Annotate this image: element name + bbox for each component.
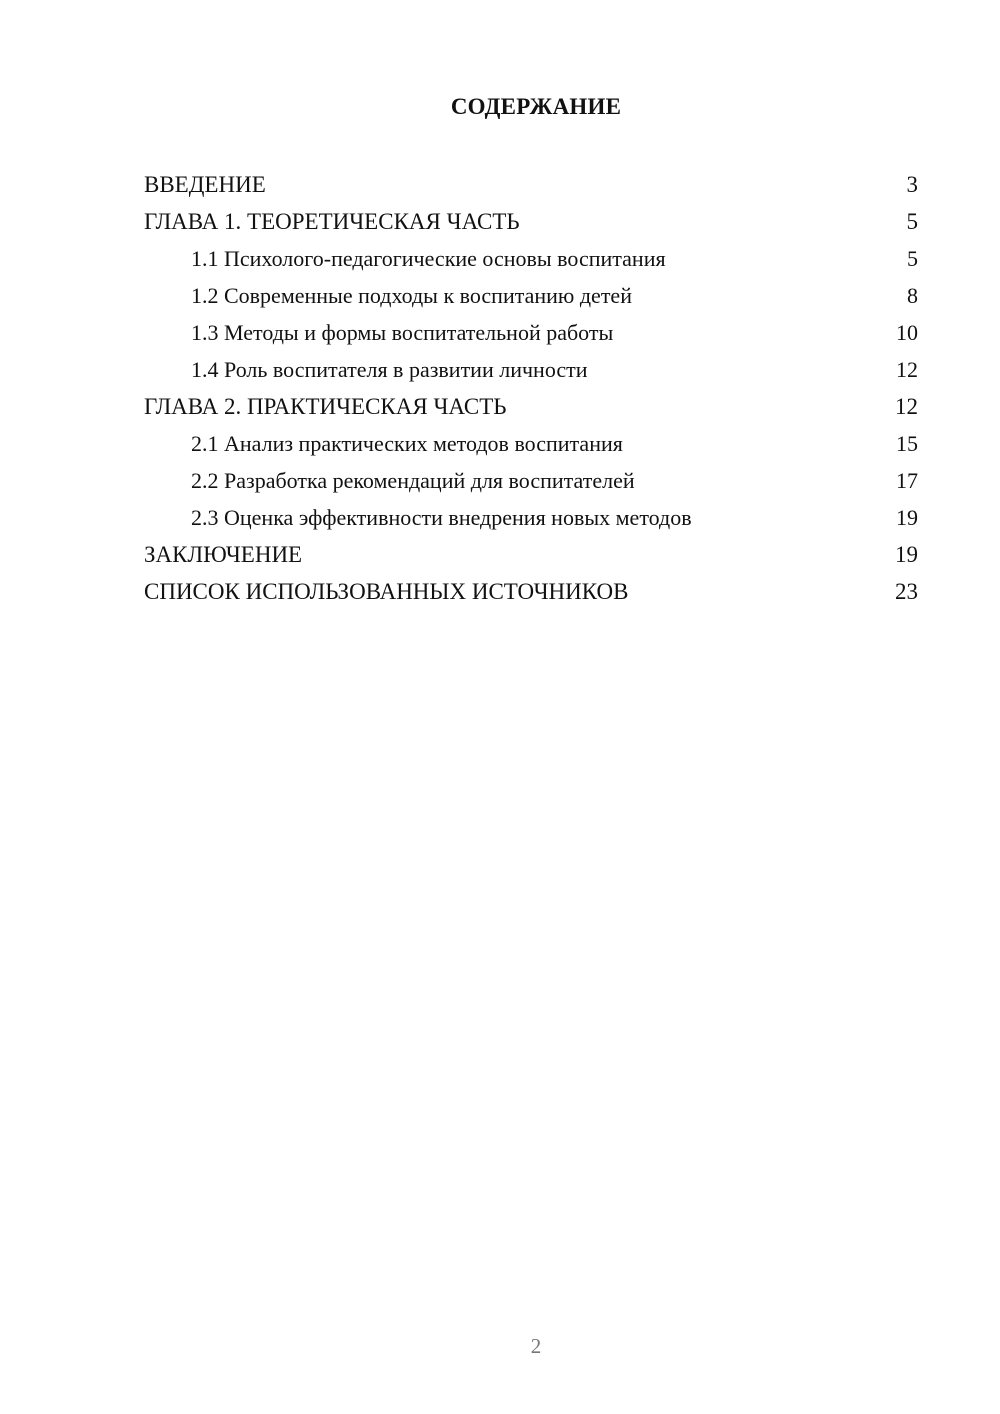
toc-entry-label: 1.4 Роль воспитателя в развитии личности — [191, 357, 588, 382]
toc-entry-conclusion[interactable] — [144, 536, 918, 573]
toc-title: СОДЕРЖАНИЕ — [450, 94, 622, 119]
toc-entry-label: ГЛАВА 1. ТЕОРЕТИЧЕСКАЯ ЧАСТЬ — [144, 209, 520, 234]
toc-entry-label: 2.1 Анализ практических методов воспитания — [191, 431, 623, 456]
toc-entry-chapter-1[interactable] — [144, 203, 918, 240]
toc-entry-page-number: 12 — [895, 394, 918, 419]
toc-entry-page-number: 3 — [906, 172, 918, 197]
toc-entry-section-2-3[interactable] — [144, 499, 918, 536]
toc-entry-page-number: 15 — [896, 431, 918, 456]
toc-entry-chapter-2[interactable] — [144, 388, 918, 425]
toc-entry-page-number: 8 — [907, 283, 918, 308]
toc-entry-page-number: 5 — [906, 209, 918, 234]
toc-entry-label: 1.1 Психолого-педагогические основы воспитания — [191, 246, 666, 271]
toc-entry-section-1-3[interactable] — [144, 314, 918, 351]
toc-entry-label: ГЛАВА 2. ПРАКТИЧЕСКАЯ ЧАСТЬ — [144, 394, 507, 419]
toc-entry-page-number: 12 — [896, 357, 918, 382]
toc-entry-page-number: 23 — [895, 579, 918, 604]
toc-entry-section-1-4[interactable] — [144, 351, 918, 388]
toc-entry-section-1-1[interactable] — [144, 240, 918, 277]
toc-entry-label: ЗАКЛЮЧЕНИЕ — [144, 542, 303, 567]
toc-entry-section-2-2[interactable] — [144, 462, 918, 499]
toc-entry-label: 2.3 Оценка эффективности внедрения новых методов — [191, 505, 692, 530]
toc-entry-section-2-1[interactable] — [144, 425, 918, 462]
toc-entry-section-1-2[interactable] — [144, 277, 918, 314]
toc-entry-page-number: 5 — [907, 246, 918, 271]
toc-entry-page-number: 19 — [895, 542, 918, 567]
table-of-contents — [144, 166, 918, 610]
toc-entry-page-number: 10 — [896, 320, 918, 345]
toc-entry-label: 1.2 Современные подходы к воспитанию детей — [191, 283, 632, 308]
toc-entry-label: СПИСОК ИСПОЛЬЗОВАННЫХ ИСТОЧНИКОВ — [144, 579, 629, 604]
toc-entry-page-number: 19 — [896, 505, 918, 530]
toc-entry-label: ВВЕДЕНИЕ — [144, 172, 266, 197]
page-number: 2 — [530, 1334, 542, 1358]
toc-entry-label: 1.3 Методы и формы воспитательной работы — [191, 320, 614, 345]
toc-entry-introduction[interactable] — [144, 166, 918, 203]
toc-entry-references[interactable] — [144, 573, 918, 610]
toc-entry-label: 2.2 Разработка рекомендаций для воспитателей — [191, 468, 635, 493]
toc-entry-page-number: 17 — [896, 468, 918, 493]
